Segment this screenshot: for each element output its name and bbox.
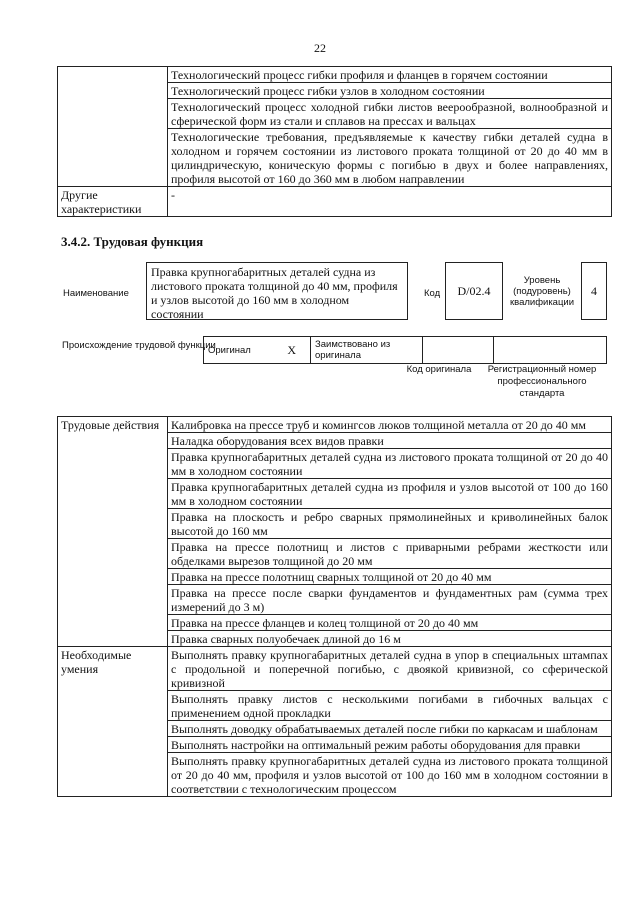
other-characteristics-value: -	[168, 187, 612, 217]
borrowed-cell: Заимствовано из оригинала	[311, 337, 423, 364]
table-row: Правка сварных полуобечаек длиной до 16 м	[168, 631, 612, 647]
code-box: D/02.4	[445, 262, 503, 320]
table-row: Калибровка на прессе труб и комингсов люков толщиной металла от 20 до 40 мм	[168, 417, 612, 433]
required-skills-label: Необходимые умения	[58, 647, 168, 797]
table-row: Выполнять правку листов с несколькими погибами в гибочных вальцах с применением одной прокладки	[168, 691, 612, 721]
table-row: Выполнять настройки на оптимальный режим работы оборудования для правки	[168, 737, 612, 753]
table-row: Правка крупногабаритных деталей судна из листового проката толщиной от 20 до 40 мм в холодном состоянии	[168, 449, 612, 479]
original-cell	[204, 337, 311, 364]
table-row: Правка на прессе фланцев и колец толщиной от 20 до 40 мм	[168, 615, 612, 631]
labor-actions-label: Трудовые действия	[58, 417, 168, 647]
table-row: Выполнять доводку обрабатываемых деталей после гибки по каркасам и шаблонам	[168, 721, 612, 737]
table-row: Выполнять правку крупногабаритных деталей судна в упор в специальных штампах с продольной и поперечной погибью, с двоякой кривизной, со сферической кривизной	[168, 647, 612, 691]
function-name-box: Правка крупногабаритных деталей судна из листового проката толщиной до 40 мм, профиля и узлов высотой до 160 мм в холодном состоянии	[146, 262, 408, 320]
table-row: Технологический процесс холодной гибки листов веерообразной, волнообразной и сферической форм из стали и сплавов на прессах и вальцах	[168, 99, 612, 129]
page-number: 22	[314, 41, 326, 55]
knowledge-continuation-table	[57, 66, 612, 217]
table-row: Правка на прессе полотнищ сварных толщиной от 20 до 40 мм	[168, 569, 612, 585]
table-row: Технологический процесс гибки узлов в холодном состоянии	[168, 83, 612, 99]
table-row: Правка на прессе после сварки фундаментов и фундаментных рам (сумма трех измерений до 3 м)	[168, 585, 612, 615]
registration-caption: Регистрационный номер профессионального стандарта	[487, 364, 597, 399]
registration-number-cell	[494, 337, 607, 364]
origin-table	[203, 336, 607, 364]
table-row: Технологический процесс гибки профиля и фланцев в горячем состоянии	[168, 67, 612, 83]
table-row: Технологические требования, предъявляемые к качеству гибки деталей судна в холодном и горячем состоянии из листового проката толщиной от 20 до 40 мм в цилиндрическую, коническую формы с погибью в двух и более направлениях, профиля высотой от 160 до 360 мм в любом направлении	[168, 129, 612, 187]
labor-function-table	[57, 416, 612, 797]
table-row: Наладка оборудования всех видов правки	[168, 433, 612, 449]
original-label: Оригинал	[208, 344, 251, 356]
name-label: Наименование	[63, 288, 129, 299]
code-label: Код	[424, 288, 441, 299]
other-characteristics-label: Другие характеристики	[58, 187, 168, 217]
origin-label	[62, 340, 216, 352]
level-box: 4	[581, 262, 607, 320]
section-heading: 3.4.2. Трудовая функция	[61, 234, 204, 249]
table-row: Правка на плоскость и ребро сварных прямолинейных и криволинейных балок высотой до 160 мм	[168, 509, 612, 539]
origin-label-text: Происхождение трудовой функции	[62, 340, 216, 351]
original-mark: X	[287, 342, 296, 357]
table-row: Правка крупногабаритных деталей судна из профиля и узлов высотой от 100 до 160 мм в холодном состоянии	[168, 479, 612, 509]
level-label: Уровень (подуровень) квалификации	[509, 275, 575, 308]
table-row: Выполнять правку крупногабаритных деталей судна из листового проката толщиной от 20 до 40 мм, профиля и узлов высотой от 100 до 160 мм в холодном состоянии в соответствии с технологическим процессом	[168, 753, 612, 797]
empty-label-cell	[58, 67, 168, 187]
origin-code-caption: Код оригинала	[406, 364, 472, 375]
table-row: Правка на прессе полотнищ и листов с приварными ребрами жесткости или обделками вырезов толщиной до 20 мм	[168, 539, 612, 569]
origin-code-cell	[423, 337, 494, 364]
